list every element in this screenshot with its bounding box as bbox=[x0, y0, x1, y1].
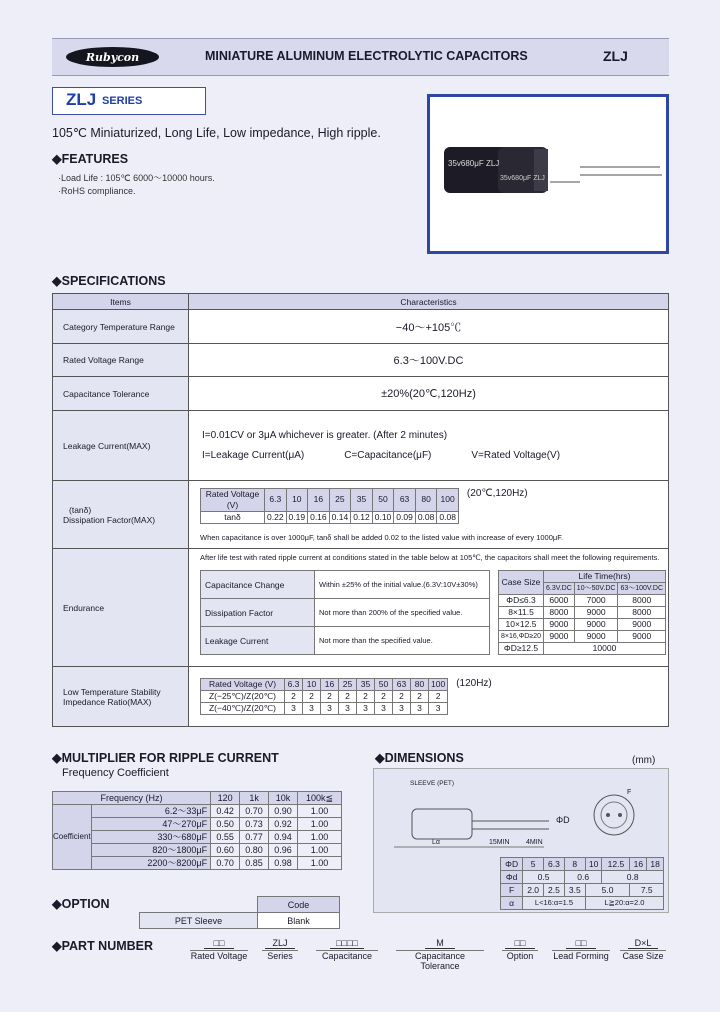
dimensions-panel bbox=[373, 768, 669, 913]
part-item bbox=[502, 938, 538, 961]
df-volt: 16 bbox=[308, 488, 330, 511]
capacitor-print-2: 35v680μF ZLJ bbox=[500, 175, 545, 182]
endurance-criterion: Not more than 200% of the specified value. bbox=[315, 599, 490, 627]
lt-val: 2 bbox=[375, 691, 393, 703]
mult-val: 0.50 bbox=[211, 818, 240, 831]
part-code: □□ bbox=[204, 938, 234, 949]
life-val: 7000 bbox=[574, 595, 618, 607]
part-item bbox=[190, 938, 248, 961]
mult-val: 0.77 bbox=[240, 831, 269, 844]
part-code: M bbox=[425, 938, 455, 949]
mult-val: 0.70 bbox=[211, 857, 240, 870]
part-code: □□ bbox=[505, 938, 535, 949]
life-val: 9000 bbox=[574, 607, 618, 619]
df-val: 0.12 bbox=[351, 511, 373, 523]
life-val: 9000 bbox=[618, 631, 666, 643]
lt-val: 2 bbox=[339, 691, 357, 703]
lt-val: 3 bbox=[393, 703, 411, 715]
life-col: 6.3V.DC bbox=[543, 583, 574, 595]
mult-range: 2200～8200μF bbox=[91, 857, 210, 870]
endurance-label: Endurance bbox=[53, 549, 189, 667]
impedance-table bbox=[200, 678, 448, 715]
mult-val: 0.90 bbox=[269, 805, 298, 818]
life-case: ΦD≤6.3 bbox=[499, 595, 544, 607]
part-label: Lead Forming bbox=[553, 951, 609, 961]
df-note: When capacitance is over 1000μF, tanδ shall be added 0.02 to the listed value with increase of every 1000μF. bbox=[200, 532, 564, 542]
endurance-item: Leakage Current bbox=[201, 627, 315, 655]
life-col: 63～100V.DC bbox=[618, 583, 666, 595]
dim-f-val: 5.0 bbox=[585, 884, 630, 897]
leakage-formula: I=0.01CV or 3μA whichever is greater. (After 2 minutes) bbox=[202, 430, 448, 441]
leakage-value bbox=[189, 411, 669, 481]
life-time-table bbox=[498, 570, 666, 655]
dim-f-val: 2.0 bbox=[523, 884, 544, 897]
lt-val: 3 bbox=[303, 703, 321, 715]
mult-val: 0.96 bbox=[269, 844, 298, 857]
lt-val: 3 bbox=[339, 703, 357, 715]
features-title: ◆FEATURES bbox=[52, 152, 129, 166]
mult-val: 0.60 bbox=[211, 844, 240, 857]
option-code-head: Code bbox=[258, 897, 340, 913]
endurance-item: Dissipation Factor bbox=[201, 599, 315, 627]
df-val: 0.08 bbox=[415, 511, 437, 523]
dim-a-label: α bbox=[501, 897, 523, 910]
mult-val: 0.85 bbox=[240, 857, 269, 870]
mult-val: 0.42 bbox=[211, 805, 240, 818]
part-number-title: ◆PART NUMBER bbox=[52, 939, 154, 953]
life-case-head: Case Size bbox=[499, 571, 544, 595]
mult-range: 47～270μF bbox=[91, 818, 210, 831]
dim-head: 18 bbox=[647, 858, 664, 871]
feature-item: ·Load Life : 105℃ 6000～10000 hours. bbox=[58, 173, 215, 183]
life-val: 9000 bbox=[618, 619, 666, 631]
life-case: 10×12.5 bbox=[499, 619, 544, 631]
series-code: ZLJ bbox=[66, 90, 97, 109]
mult-val: 0.92 bbox=[269, 818, 298, 831]
life-val: 9000 bbox=[574, 619, 618, 631]
df-volt: 6.3 bbox=[265, 488, 287, 511]
endurance-table bbox=[200, 570, 490, 655]
mult-val: 1.00 bbox=[298, 818, 342, 831]
lt-val: 3 bbox=[429, 703, 448, 715]
option-title: ◆OPTION bbox=[52, 897, 110, 911]
dim-head: 6.3 bbox=[544, 858, 565, 871]
dim-head: 10 bbox=[585, 858, 602, 871]
lt-val: 2 bbox=[411, 691, 429, 703]
leakage-v: V=Rated Voltage(V) bbox=[471, 450, 561, 461]
impedance-ratio: Impedance Ratio(MAX) bbox=[63, 696, 152, 707]
df-val: 0.16 bbox=[308, 511, 330, 523]
category-temp-label: Category Temperature Range bbox=[53, 310, 189, 344]
df-volt: 50 bbox=[372, 488, 394, 511]
low-temp-label bbox=[53, 667, 189, 727]
df-condition: (20℃,120Hz) bbox=[466, 487, 528, 499]
lt-volt: 10 bbox=[303, 679, 321, 691]
mult-range: 820～1800μF bbox=[91, 844, 210, 857]
mult-val: 0.80 bbox=[240, 844, 269, 857]
part-label: Case Size bbox=[620, 950, 666, 961]
part-item bbox=[396, 938, 484, 971]
part-label: Capacitance bbox=[316, 950, 378, 961]
part-label: Capacitance Tolerance bbox=[396, 950, 484, 971]
lt-val: 3 bbox=[285, 703, 303, 715]
lt-val: 2 bbox=[429, 691, 448, 703]
leakage-c: C=Capacitance(μF) bbox=[344, 450, 432, 461]
lt-val: 2 bbox=[357, 691, 375, 703]
life-col: 10～50V.DC bbox=[574, 583, 618, 595]
option-table bbox=[139, 896, 340, 929]
dim-phid: ΦD bbox=[556, 815, 570, 825]
part-code: ZLJ bbox=[265, 938, 295, 949]
mult-range: 330～680μF bbox=[91, 831, 210, 844]
specifications-title: ◆SPECIFICATIONS bbox=[52, 274, 166, 288]
life-head: Life Time(hrs) bbox=[543, 571, 665, 583]
lt-volt: 100 bbox=[429, 679, 448, 691]
mult-val: 0.73 bbox=[240, 818, 269, 831]
life-val: 8000 bbox=[543, 607, 574, 619]
characteristics-header: Characteristics bbox=[189, 294, 669, 310]
dim-phid-val: 0.8 bbox=[602, 871, 664, 884]
life-val: 8000 bbox=[618, 595, 666, 607]
dim-f-val: 3.5 bbox=[564, 884, 585, 897]
lt-volt: 80 bbox=[411, 679, 429, 691]
lt-volt: 6.3 bbox=[285, 679, 303, 691]
lt-val: 2 bbox=[285, 691, 303, 703]
tagline: 105℃ Miniaturized, Long Life, Low impedance, High ripple. bbox=[52, 126, 381, 140]
life-case: 8×11.5 bbox=[499, 607, 544, 619]
life-case: 8×16,ΦD≥20 bbox=[499, 631, 544, 643]
endurance-criterion: Not more than the specified value. bbox=[315, 627, 490, 655]
lt-row-label: Z(−40℃)/Z(20℃) bbox=[201, 703, 285, 715]
freq-col: 1k bbox=[240, 792, 269, 805]
dim-a-val: L≧20:α=2.0 bbox=[585, 897, 663, 910]
dim-head: 8 bbox=[564, 858, 585, 871]
dim-a-val: L<16:α=1.5 bbox=[523, 897, 585, 910]
dissipation-factor: Dissipation Factor(MAX) bbox=[63, 514, 156, 525]
mult-val: 1.00 bbox=[298, 831, 342, 844]
header-series: ZLJ bbox=[603, 48, 628, 64]
endurance-criterion: Within ±25% of the initial value.(6.3V:10V±30%) bbox=[315, 571, 490, 599]
dim-head: 12.5 bbox=[602, 858, 630, 871]
df-volt: 80 bbox=[415, 488, 437, 511]
dimensions-title: ◆DIMENSIONS bbox=[375, 751, 464, 765]
dim-f-val: 7.5 bbox=[630, 884, 664, 897]
option-name: PET Sleeve bbox=[140, 913, 258, 929]
lt-volt: 25 bbox=[339, 679, 357, 691]
low-temp-stability: Low Temperature Stability bbox=[63, 686, 161, 697]
df-val: 0.22 bbox=[265, 511, 287, 523]
dissipation-value bbox=[189, 481, 669, 549]
freq-col: 10k bbox=[269, 792, 298, 805]
part-label: Option bbox=[502, 950, 538, 961]
df-val: 0.08 bbox=[437, 511, 459, 523]
df-head: Rated Voltage (V) bbox=[201, 488, 265, 511]
dimensions-table bbox=[500, 857, 664, 910]
dim-l: Lα bbox=[432, 839, 440, 846]
dissipation-tan: (tanδ) bbox=[69, 504, 92, 515]
part-label: Series bbox=[262, 950, 298, 961]
feature-item: ·RoHS compliance. bbox=[58, 186, 136, 196]
dissipation-label bbox=[53, 481, 189, 549]
sleeve-label: SLEEVE (PET) bbox=[410, 780, 455, 787]
page-title: MINIATURE ALUMINUM ELECTROLYTIC CAPACITORS bbox=[205, 49, 528, 63]
df-volt: 100 bbox=[437, 488, 459, 511]
endurance-note: After life test with rated ripple current at conditions stated in the table below at 105℃, the capacitors shall meet the following requirements. bbox=[200, 553, 660, 562]
freq-col: 100k≦ bbox=[298, 792, 342, 805]
part-item bbox=[552, 938, 610, 961]
endurance-item: Capacitance Change bbox=[201, 571, 315, 599]
multiplier-subtitle: Frequency Coefficient bbox=[62, 767, 169, 779]
leakage-i: I=Leakage Current(μA) bbox=[202, 450, 305, 461]
mult-val: 0.70 bbox=[240, 805, 269, 818]
life-val: 6000 bbox=[543, 595, 574, 607]
df-tan-label: tanδ bbox=[201, 511, 265, 523]
lt-val: 2 bbox=[393, 691, 411, 703]
dim-head: 5 bbox=[523, 858, 544, 871]
df-volt: 10 bbox=[286, 488, 308, 511]
part-item bbox=[262, 938, 298, 961]
rated-voltage-value: 6.3～100V.DC bbox=[189, 344, 669, 377]
leakage-label: Leakage Current(MAX) bbox=[53, 411, 189, 481]
product-photo bbox=[427, 94, 669, 254]
option-code: Blank bbox=[258, 913, 340, 929]
dim-phid-val: 0.5 bbox=[523, 871, 565, 884]
brand-logo: Rubycon bbox=[66, 47, 159, 67]
dim-f-label: F bbox=[501, 884, 523, 897]
cap-tolerance-label: Capacitance Tolerance bbox=[53, 377, 189, 411]
freq-head: Frequency (Hz) bbox=[53, 792, 211, 805]
lt-val: 3 bbox=[375, 703, 393, 715]
dim-head: 16 bbox=[630, 858, 647, 871]
part-code: D×L bbox=[628, 938, 658, 949]
rated-voltage-label: Rated Voltage Range bbox=[53, 344, 189, 377]
capacitor-photo-image bbox=[430, 97, 666, 251]
df-volt: 63 bbox=[394, 488, 416, 511]
lt-val: 3 bbox=[357, 703, 375, 715]
lt-volt: 35 bbox=[357, 679, 375, 691]
df-val: 0.10 bbox=[372, 511, 394, 523]
part-item bbox=[620, 938, 666, 961]
mult-val: 1.00 bbox=[298, 844, 342, 857]
lt-volt: 50 bbox=[375, 679, 393, 691]
low-temp-value bbox=[189, 667, 669, 727]
dimensions-unit: (mm) bbox=[632, 755, 656, 766]
items-header: Items bbox=[53, 294, 189, 310]
df-val: 0.19 bbox=[286, 511, 308, 523]
mult-range: 6.2～33μF bbox=[91, 805, 210, 818]
part-code: □□ bbox=[566, 938, 596, 949]
life-val: 9000 bbox=[574, 631, 618, 643]
life-case: ΦD≥12.5 bbox=[499, 643, 544, 655]
part-code: □□□□ bbox=[330, 938, 364, 949]
series-word: SERIES bbox=[102, 95, 143, 107]
multiplier-table bbox=[52, 791, 342, 870]
df-volt: 35 bbox=[351, 488, 373, 511]
lt-val: 3 bbox=[321, 703, 339, 715]
lt-head: Rated Voltage (V) bbox=[201, 679, 285, 691]
life-val: 8000 bbox=[618, 607, 666, 619]
lt-volt: 16 bbox=[321, 679, 339, 691]
life-val: 10000 bbox=[543, 643, 665, 655]
category-temp-value: −40～+105℃ bbox=[189, 310, 669, 344]
lt-val: 2 bbox=[321, 691, 339, 703]
dim-min2: 4MIN bbox=[526, 839, 543, 846]
lt-val: 2 bbox=[303, 691, 321, 703]
cap-tolerance-value: ±20%(20℃,120Hz) bbox=[189, 377, 669, 411]
lt-volt: 63 bbox=[393, 679, 411, 691]
mult-val: 0.55 bbox=[211, 831, 240, 844]
dim-f-val: 2.5 bbox=[544, 884, 565, 897]
lt-row-label: Z(−25℃)/Z(20℃) bbox=[201, 691, 285, 703]
freq-col: 120 bbox=[211, 792, 240, 805]
dim-f: F bbox=[627, 789, 632, 796]
mult-val: 0.98 bbox=[269, 857, 298, 870]
dim-phid-val: 0.6 bbox=[564, 871, 602, 884]
multiplier-title: ◆MULTIPLIER FOR RIPPLE CURRENT bbox=[52, 751, 279, 765]
dissipation-table bbox=[200, 488, 459, 524]
coef-label: Coefficient bbox=[53, 805, 92, 870]
df-val: 0.09 bbox=[394, 511, 416, 523]
dim-phid-label: Φd bbox=[501, 871, 523, 884]
mult-val: 1.00 bbox=[298, 857, 342, 870]
lt-condition: (120Hz) bbox=[456, 678, 492, 689]
life-val: 9000 bbox=[543, 619, 574, 631]
df-volt: 25 bbox=[329, 488, 351, 511]
mult-val: 0.94 bbox=[269, 831, 298, 844]
dim-head: ΦD bbox=[501, 858, 523, 871]
mult-val: 1.00 bbox=[298, 805, 342, 818]
part-item bbox=[316, 938, 378, 961]
part-label: Rated Voltage bbox=[190, 951, 248, 961]
capacitor-print-1: 35v680μF ZLJ bbox=[448, 159, 500, 168]
lt-val: 3 bbox=[411, 703, 429, 715]
endurance-value bbox=[189, 549, 669, 667]
life-val: 9000 bbox=[543, 631, 574, 643]
dim-min: 15MIN bbox=[489, 839, 510, 846]
df-val: 0.14 bbox=[329, 511, 351, 523]
specifications-table bbox=[52, 293, 669, 727]
